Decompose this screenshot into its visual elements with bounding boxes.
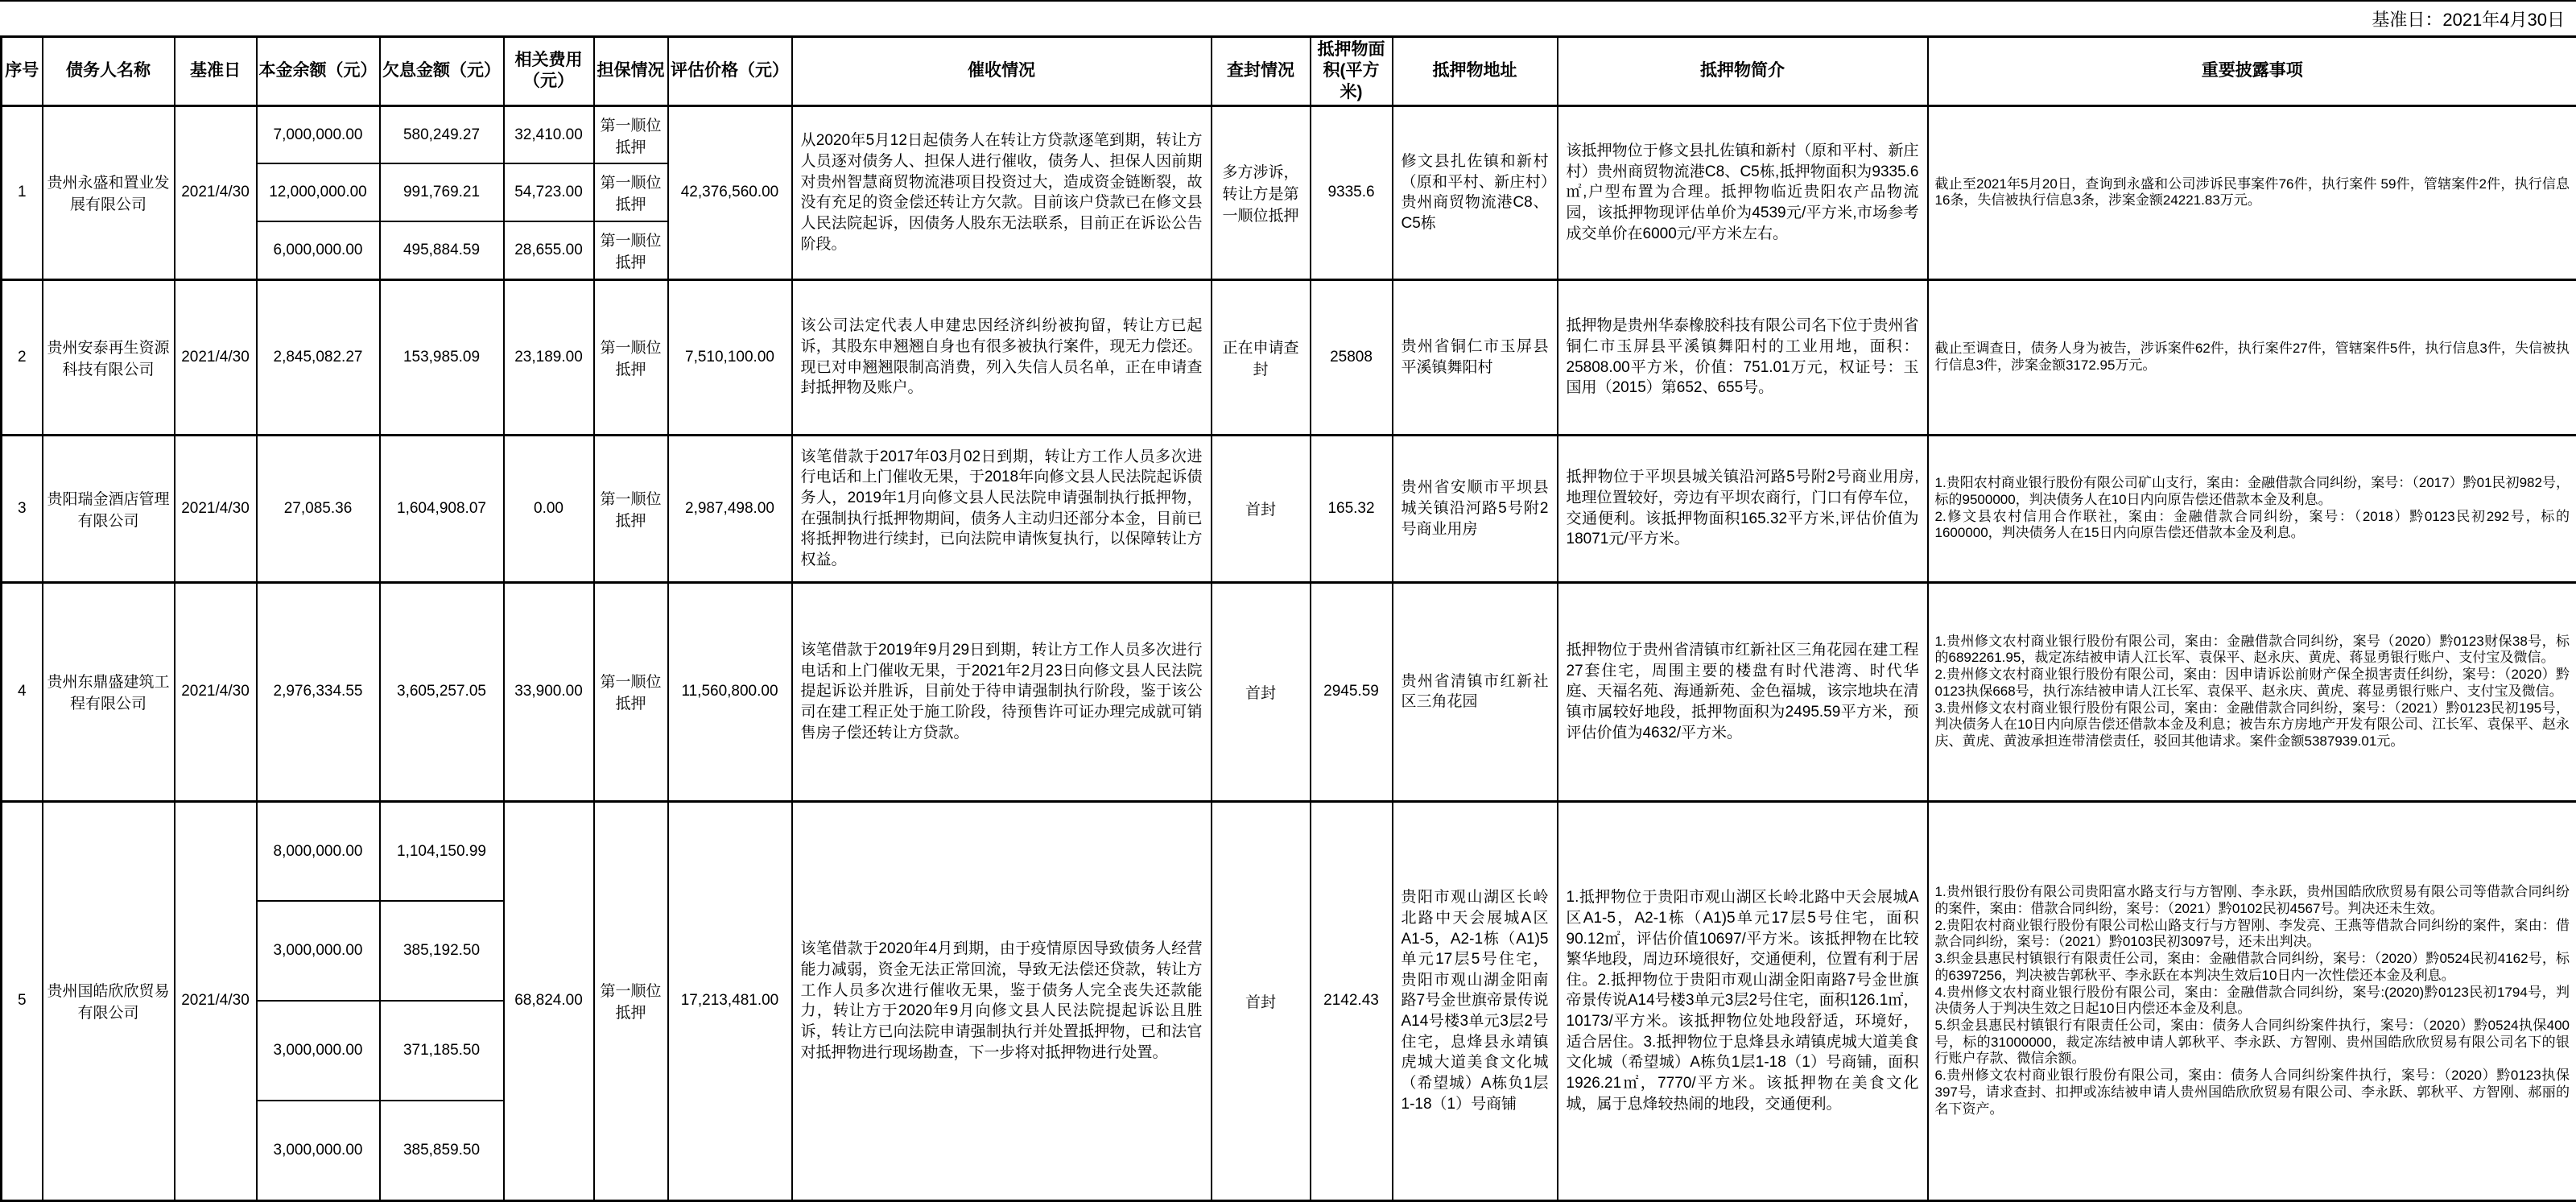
cell-guarantee: 第一顺位抵押 — [594, 801, 668, 1200]
cell-principal: 2,845,082.27 — [257, 279, 380, 435]
disclosure-item: 2.贵阳农村商业银行股份有限公司松山路支行与方智刚、李发亮、王燕等借款合同纠纷的案件，案由：借款合同纠纷，案号：（2021）黔0103民初3097号，还未出判决。 — [1935, 918, 2570, 951]
disclosure-item: 2.修文县农村信用合作联社，案由：金融借款合同纠纷，案号：（2018）黔0123民初292号，标的1600000，判决债务人在15日内向原告偿还借款本金及利息。 — [1935, 509, 2570, 542]
col-header-fees: 相关费用（元） — [504, 37, 594, 106]
cell-guarantee: 第一顺位抵押 — [594, 105, 668, 163]
cell-interest: 495,884.59 — [380, 221, 504, 279]
cell-area: 165.32 — [1311, 435, 1393, 582]
cell-fees: 28,655.00 — [504, 221, 594, 279]
cell-evaluation: 2,987,498.00 — [668, 435, 792, 582]
cell-guarantee: 第一顺位抵押 — [594, 163, 668, 221]
cell-seq: 4 — [2, 582, 43, 801]
cell-principal: 27,085.36 — [257, 435, 380, 582]
cell-principal: 7,000,000.00 — [257, 105, 380, 163]
cell-guarantee: 第一顺位抵押 — [594, 279, 668, 435]
cell-guarantee: 第一顺位抵押 — [594, 435, 668, 582]
cell-disclosure — [1928, 801, 2576, 1200]
cell-disclosure — [1928, 435, 2576, 582]
cell-fees: 23,189.00 — [504, 279, 594, 435]
cell-evaluation: 11,560,800.00 — [668, 582, 792, 801]
cell-interest: 385,192.50 — [380, 901, 504, 1001]
cell-interest: 580,249.27 — [380, 105, 504, 163]
col-header-evaluation: 评估价格（元） — [668, 37, 792, 106]
cell-evaluation: 42,376,560.00 — [668, 105, 792, 279]
cell-principal: 6,000,000.00 — [257, 221, 380, 279]
col-header-guarantee: 担保情况 — [594, 37, 668, 106]
cell-seizure: 首封 — [1212, 801, 1311, 1200]
cell-seq: 2 — [2, 279, 43, 435]
cell-brief: 该抵押物位于修文县扎佐镇和新村（原和平村、新庄村）贵州商贸物流港C8、C5栋,抵押物面积为9335.6㎡,户型布置为合理。抵押物临近贵阳农产品物流园，该抵押物现评估单价为4539元/平方米,市场参考成交单价在6000元/平方米左右。 — [1558, 105, 1928, 279]
cell-evaluation: 17,213,481.00 — [668, 801, 792, 1200]
cell-collection: 该笔借款于2020年4月到期，由于疫情原因导致债务人经营能力减弱，资金无法正常回流，导致无法偿还贷款，转让方工作人员多次进行催收无果，鉴于债务人完全丧失还款能力，转让方于2020年9月向修文县人民法院提起诉讼且胜诉，转让方已向法院申请强制执行并处置抵押物，已和法官对抵押物进行现场勘查，下一步将对抵押物进行处置。 — [792, 801, 1212, 1200]
cell-collection: 该笔借款于2017年03月02日到期，转让方工作人员多次进行电话和上门催收无果，于2018年向修文县人民法院起诉债务人，2019年1月向修文县人民法院申请强制执行抵押物，在强制执行抵押物期间，债务人主动归还部分本金，目前已将抵押物进行续封，已向法院申请恢复执行，以保障转让方权益。 — [792, 435, 1212, 582]
cell-collection: 该笔借款于2019年9月29日到期，转让方工作人员多次进行电话和上门催收无果，于2021年2月23日向修文县人民法院提起诉讼并胜诉，目前处于待申请强制执行阶段，鉴于该公司在建工程正处于施工阶段，待预售许可证办理完成就可销售房子偿还转让方贷款。 — [792, 582, 1212, 801]
cell-principal: 3,000,000.00 — [257, 901, 380, 1001]
table-row — [2, 801, 2576, 901]
col-header-principal: 本金余额（元） — [257, 37, 380, 106]
cell-base-date: 2021/4/30 — [175, 582, 257, 801]
table-row — [2, 279, 2576, 435]
disclosure-item: 4.贵州修文农村商业银行股份有限公司，案由：金融借款合同纠纷，案号:(2020)黔0123民初1794号，判决债务人于判决生效之日起10日内偿还本金及利息。 — [1935, 985, 2570, 1018]
cell-area: 2142.43 — [1311, 801, 1393, 1200]
base-date-label: 基准日：2021年4月30日 — [2372, 6, 2565, 31]
cell-brief: 抵押物是贵州华泰橡胶科技有限公司名下位于贵州省铜仁市玉屏县平溪镇舞阳村的工业用地，面积：25808.00平方米，价值：751.01万元，权证号：玉国用（2015）第652、655号。 — [1558, 279, 1928, 435]
cell-base-date: 2021/4/30 — [175, 801, 257, 1200]
cell-fees: 0.00 — [504, 435, 594, 582]
cell-address: 贵阳市观山湖区长岭北路中天会展城A区A1-5，A2-1栋（A1)5单元17层5号住宅，贵阳市观山湖金阳南路7号金世旗帝景传说A14号楼3单元3层2号住宅，息烽县永靖镇虎城大道美食文化城（希望城）A栋负1层1-18（1）号商铺 — [1393, 801, 1558, 1200]
col-header-interest: 欠息金额（元） — [380, 37, 504, 106]
col-header-area: 抵押物面积(平方米) — [1311, 37, 1393, 106]
table-row — [2, 582, 2576, 801]
cell-seizure: 多方涉诉，转让方是第一顺位抵押 — [1212, 105, 1311, 279]
cell-principal: 2,976,334.55 — [257, 582, 380, 801]
col-header-debtor: 债务人名称 — [43, 37, 175, 106]
cell-area: 25808 — [1311, 279, 1393, 435]
col-header-brief: 抵押物简介 — [1558, 37, 1928, 106]
col-header-base-date: 基准日 — [175, 37, 257, 106]
cell-fees: 54,723.00 — [504, 163, 594, 221]
cell-principal: 12,000,000.00 — [257, 163, 380, 221]
cell-area: 2945.59 — [1311, 582, 1393, 801]
cell-seq: 5 — [2, 801, 43, 1200]
cell-debtor-name: 贵州国皓欣欣贸易有限公司 — [43, 801, 175, 1200]
cell-address: 修文县扎佐镇和新村（原和平村、新庄村）贵州商贸物流港C8、C5栋 — [1393, 105, 1558, 279]
cell-base-date: 2021/4/30 — [175, 105, 257, 279]
col-header-address: 抵押物地址 — [1393, 37, 1558, 106]
disclosure-item: 3.贵州修文农村商业银行股份有限公司，案由：金融借款合同纠纷，案号：（2021）黔0123民初195号，判决债务人在10日内向原告偿还借款本金及利息；被告东方房地产开发有限公司、江长军、袁保平、赵永庆、黄虎、黄波承担连带清偿责任，驳回其他请求。案件金额5387939.01元。 — [1935, 700, 2570, 750]
cell-brief: 抵押物位于贵州省清镇市红新社区三角花园在建工程27套住宅，周围主要的楼盘有时代港湾、时代华庭、天福名苑、海通新苑、金色福城，该宗地块在清镇市属较好地段，抵押物面积为2495.59平方米，预评估价值为4632/平方米。 — [1558, 582, 1928, 801]
cell-interest: 371,185.50 — [380, 1001, 504, 1101]
cell-principal: 3,000,000.00 — [257, 1101, 380, 1200]
table-row — [2, 105, 2576, 163]
cell-guarantee: 第一顺位抵押 — [594, 582, 668, 801]
cell-debtor-name: 贵阳瑞金酒店管理有限公司 — [43, 435, 175, 582]
cell-interest: 153,985.09 — [380, 279, 504, 435]
cell-interest: 385,859.50 — [380, 1101, 504, 1200]
cell-interest: 1,104,150.99 — [380, 801, 504, 901]
cell-address: 贵州省安顺市平坝县城关镇沿河路5号附2号商业用房 — [1393, 435, 1558, 582]
cell-debtor-name: 贵州永盛和置业发展有限公司 — [43, 105, 175, 279]
disclosure-item: 5.织金县惠民村镇银行有限责任公司，案由：债务人合同纠纷案件执行，案号：（2020）黔0524执保400号，标的31000000，裁定冻结被申请人郭秋平、李永跃、方智刚、贵州国皓欣欣贸易有限公司名下的银行账户存款、微信余额。 — [1935, 1018, 2570, 1068]
cell-seizure: 正在申请查封 — [1212, 279, 1311, 435]
cell-seizure: 首封 — [1212, 435, 1311, 582]
cell-base-date: 2021/4/30 — [175, 279, 257, 435]
cell-fees: 32,410.00 — [504, 105, 594, 163]
disclosure-item: 3.织金县惠民村镇银行有限责任公司，案由：金融借款合同纠纷，案号：（2020）黔0524民初4162号，标的6397256，判决被告郭秋平、李永跃在本判决生效后10日内一次性偿还本金及利息。 — [1935, 951, 2570, 984]
cell-seizure: 首封 — [1212, 582, 1311, 801]
cell-brief: 抵押物位于平坝县城关镇沿河路5号附2号商业用房,地理位置较好，旁边有平坝农商行，门口有停车位，交通便利。该抵押物面积165.32平方米,评估价值为18071元/平方米。 — [1558, 435, 1928, 582]
cell-principal: 3,000,000.00 — [257, 1001, 380, 1101]
disclosure-item: 截止至调查日，债务人身为被告，涉诉案件62件，执行案件27件，管辖案件5件，执行信息3件，失信被执行信息3件，涉案金额3172.95万元。 — [1935, 341, 2570, 374]
cell-guarantee: 第一顺位抵押 — [594, 221, 668, 279]
cell-address: 贵州省铜仁市玉屏县平溪镇舞阳村 — [1393, 279, 1558, 435]
cell-disclosure — [1928, 105, 2576, 279]
cell-brief: 1.抵押物位于贵阳市观山湖区长岭北路中天会展城A区A1-5，A2-1栋（A1)5单元17层5号住宅，面积90.12㎡，评估价值10697/平方米。该抵押物在比较繁华地段，周边环境很好，交通便利，位置有利于居住。2.抵押物位于贵阳市观山湖金阳南路7号金世旗帝景传说A14号楼3单元3层2号住宅，面积126.1㎡，10173/平方米。该抵押物位处地段舒适，环境好，适合居住。3.抵押物位于息烽县永靖镇虎城大道美食文化城（希望城）A栋负1层1-18（1）号商铺，面积1926.21㎡，7770/平方米。该抵押物在美食文化城，属于息烽较热闹的地段，交通便利。 — [1558, 801, 1928, 1200]
cell-base-date: 2021/4/30 — [175, 435, 257, 582]
cell-debtor-name: 贵州东鼎盛建筑工程有限公司 — [43, 582, 175, 801]
cell-principal: 8,000,000.00 — [257, 801, 380, 901]
col-header-disclosure: 重要披露事项 — [1928, 37, 2576, 106]
table-header-row — [2, 37, 2576, 106]
cell-disclosure — [1928, 582, 2576, 801]
cell-interest: 991,769.21 — [380, 163, 504, 221]
disclosure-item: 1.贵州银行股份有限公司贵阳富水路支行与方智刚、李永跃，贵州国皓欣欣贸易有限公司等借款合同纠纷的案件，案由：借款合同纠纷，案号：（2021）黔0102民初4567号。判决还未生效。 — [1935, 884, 2570, 917]
cell-fees: 33,900.00 — [504, 582, 594, 801]
base-date-bar — [0, 0, 2576, 35]
cell-fees: 68,824.00 — [504, 801, 594, 1200]
cell-collection: 该公司法定代表人申建忠因经济纠纷被拘留，转让方已起诉，其股东申翘翘自身也有很多被执行案件，现无力偿还。现已对申翘翘限制高消费，列入失信人员名单，正在申请查封抵押物及账户。 — [792, 279, 1212, 435]
cell-area: 9335.6 — [1311, 105, 1393, 279]
cell-address: 贵州省清镇市红新社区三角花园 — [1393, 582, 1558, 801]
disclosure-item: 1.贵阳农村商业银行股份有限公司矿山支行，案由：金融借款合同纠纷，案号：（2017）黔01民初982号，标的9500000，判决债务人在10日内向原告偿还借款本金及利息。 — [1935, 475, 2570, 508]
cell-interest: 1,604,908.07 — [380, 435, 504, 582]
cell-seq: 3 — [2, 435, 43, 582]
cell-seq: 1 — [2, 105, 43, 279]
cell-interest: 3,605,257.05 — [380, 582, 504, 801]
disclosure-item: 2.贵州修文农村商业银行股份有限公司，案由：因申请诉讼前财产保全损害责任纠纷，案号：（2020）黔0123执保668号，执行冻结被申请人江长军、袁保平、赵永庆、黄虎、蒋显勇银行账户、支付宝及微信。 — [1935, 667, 2570, 700]
npl-disclosure-table — [0, 35, 2576, 1202]
disclosure-item: 6.贵州修文农村商业银行股份有限公司，案由：债务人合同纠纷案件执行，案号：（2020）黔0123执保397号，请求查封、扣押或冻结被申请人贵州国皓欣欣贸易有限公司、李永跃、郭秋平、方智刚、郝丽的名下资产。 — [1935, 1068, 2570, 1117]
cell-debtor-name: 贵州安泰再生资源科技有限公司 — [43, 279, 175, 435]
disclosure-item: 1.贵州修文农村商业银行股份有限公司，案由：金融借款合同纠纷，案号（2020）黔0123财保38号，标的6892261.95，裁定冻结被申请人江长军、袁保平、赵永庆、黄虎、蒋显勇银行账户、支付宝及微信。 — [1935, 634, 2570, 667]
col-header-seizure: 查封情况 — [1212, 37, 1311, 106]
col-header-collection: 催收情况 — [792, 37, 1212, 106]
table-row — [2, 435, 2576, 582]
disclosure-item: 截止至2021年5月20日，查询到永盛和公司涉诉民事案件76件，执行案件 59件，管辖案件2件，执行信息16条，失信被执行信息3条，涉案金额24221.83万元。 — [1935, 176, 2570, 209]
cell-evaluation: 7,510,100.00 — [668, 279, 792, 435]
cell-collection: 从2020年5月12日起债务人在转让方贷款逐笔到期，转让方人员逐对债务人、担保人进行催收，债务人、担保人因前期对贵州智慧商贸物流港项目投资过大，造成资金链断裂，故没有充足的资金偿还转让方欠款。目前该户贷款已在修文县人民法院起诉，因债务人股东无法联系，目前正在诉讼公告阶段。 — [792, 105, 1212, 279]
col-header-seq: 序号 — [2, 37, 43, 106]
cell-disclosure — [1928, 279, 2576, 435]
